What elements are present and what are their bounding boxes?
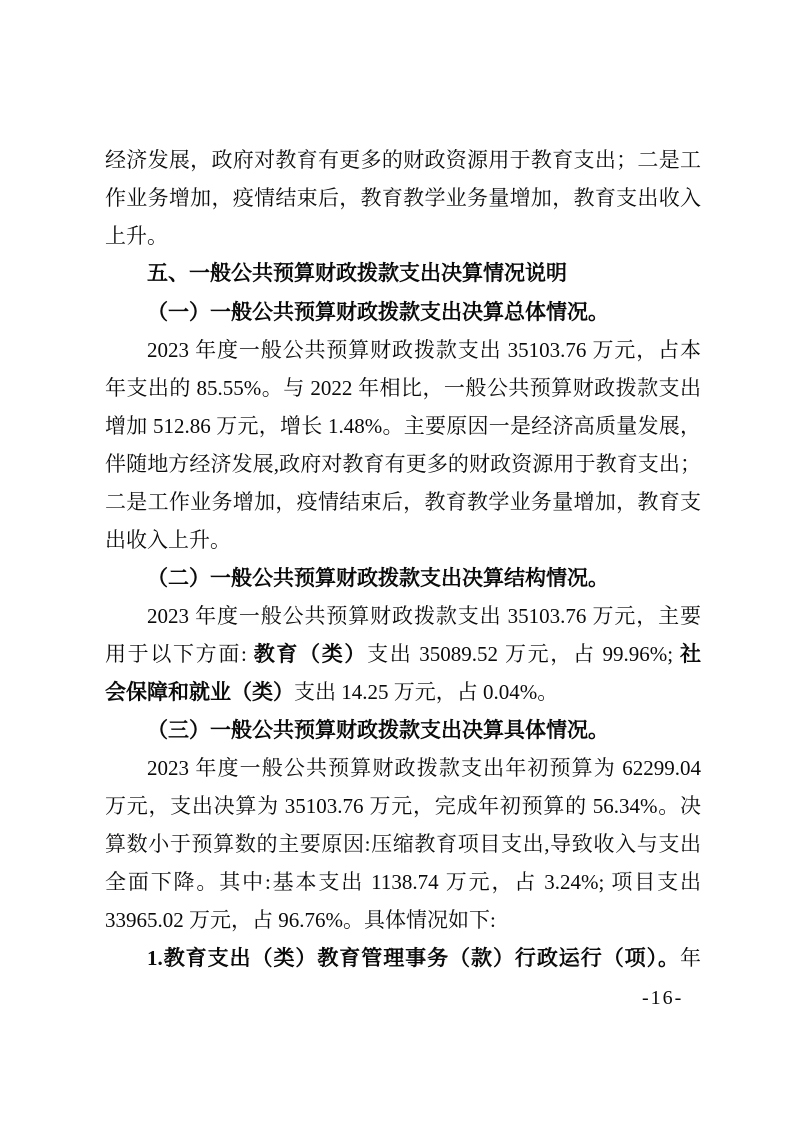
text-line bbox=[105, 445, 701, 483]
text-segment: 2023 年度一般公共预算财政拨款支出 35103.76 万元，占本 bbox=[147, 338, 701, 362]
bold-text-segment: 会保障和就业（类） bbox=[105, 680, 294, 704]
document-lines bbox=[105, 141, 701, 977]
text-line bbox=[105, 749, 701, 787]
text-segment: 万元，支出决算为 35103.76 万元，完成年初预算的 56.34%。决 bbox=[105, 794, 701, 818]
text-segment: 上升。 bbox=[105, 224, 168, 248]
text-segment: 经济发展，政府对教育有更多的财政资源用于教育支出；二是工 bbox=[105, 148, 701, 172]
text-line bbox=[105, 939, 701, 977]
text-line bbox=[105, 141, 701, 179]
text-segment: 全面下降。其中:基本支出 1138.74 万元，占 3.24%; 项目支出 bbox=[105, 870, 701, 894]
text-line bbox=[105, 901, 701, 939]
text-segment: 增加 512.86 万元，增长 1.48%。主要原因一是经济高质量发展， bbox=[105, 414, 701, 438]
text-line bbox=[105, 293, 701, 331]
subsection-heading-3 bbox=[105, 711, 701, 749]
bold-text-segment: 教育（类） bbox=[253, 642, 368, 666]
text-line bbox=[105, 863, 701, 901]
bold-text-segment: 1.教育支出（类）教育管理事务（款）行政运行（项）。 bbox=[147, 946, 680, 970]
text-line bbox=[105, 787, 701, 825]
text-line bbox=[105, 369, 701, 407]
text-line bbox=[105, 217, 701, 255]
text-segment: 用于以下方面: bbox=[105, 642, 254, 666]
text-segment: 支出 35089.52 万元，占 99.96%; bbox=[367, 642, 681, 666]
paragraph-item-1-education-admin bbox=[105, 939, 701, 977]
text-line bbox=[105, 673, 701, 711]
bold-text-segment: （一）一般公共预算财政拨款支出决算总体情况。 bbox=[147, 300, 609, 324]
text-segment: 2023 年度一般公共预算财政拨款支出年初预算为 62299.04 bbox=[147, 756, 701, 780]
text-line bbox=[105, 711, 701, 749]
text-segment: 33965.02 万元，占 96.76%。具体情况如下: bbox=[105, 908, 496, 932]
text-segment: 支出 14.25 万元，占 0.04%。 bbox=[294, 680, 559, 704]
bold-text-segment: （三）一般公共预算财政拨款支出决算具体情况。 bbox=[147, 718, 609, 742]
text-segment: 二是工作业务增加，疫情结束后，教育教学业务量增加，教育支 bbox=[105, 490, 701, 514]
subsection-heading-1 bbox=[105, 293, 701, 331]
page-number: -16- bbox=[642, 987, 684, 1009]
bold-text-segment: 社 bbox=[680, 642, 702, 666]
text-line bbox=[105, 483, 701, 521]
text-segment: 年 bbox=[680, 946, 701, 970]
text-line bbox=[105, 331, 701, 369]
text-segment: 年支出的 85.55%。与 2022 年相比，一般公共预算财政拨款支出 bbox=[105, 376, 701, 400]
subsection-heading-2 bbox=[105, 559, 701, 597]
text-line bbox=[105, 179, 701, 217]
text-line bbox=[105, 635, 701, 673]
paragraph-continuation-from-previous-page bbox=[105, 141, 701, 255]
text-segment: 作业务增加，疫情结束后，教育教学业务量增加，教育支出收入 bbox=[105, 186, 701, 210]
text-line bbox=[105, 407, 701, 445]
bold-text-segment: 五、一般公共预算财政拨款支出决算情况说明 bbox=[147, 262, 567, 285]
bold-text-segment: （二）一般公共预算财政拨款支出决算结构情况。 bbox=[147, 566, 609, 590]
paragraph-structure-situation bbox=[105, 597, 701, 711]
text-segment: 出收入上升。 bbox=[105, 528, 231, 552]
text-segment: 伴随地方经济发展,政府对教育有更多的财政资源用于教育支出； bbox=[105, 452, 701, 476]
text-line bbox=[105, 825, 701, 863]
text-line bbox=[105, 559, 701, 597]
section-heading-5 bbox=[105, 255, 701, 293]
text-segment: 2023 年度一般公共预算财政拨款支出 35103.76 万元，主要 bbox=[147, 604, 701, 628]
paragraph-overall-situation bbox=[105, 331, 701, 559]
text-line bbox=[105, 521, 701, 559]
text-segment: 算数小于预算数的主要原因:压缩教育项目支出,导致收入与支出 bbox=[105, 832, 701, 856]
paragraph-specific-situation bbox=[105, 749, 701, 939]
text-line bbox=[105, 255, 701, 293]
text-line bbox=[105, 597, 701, 635]
